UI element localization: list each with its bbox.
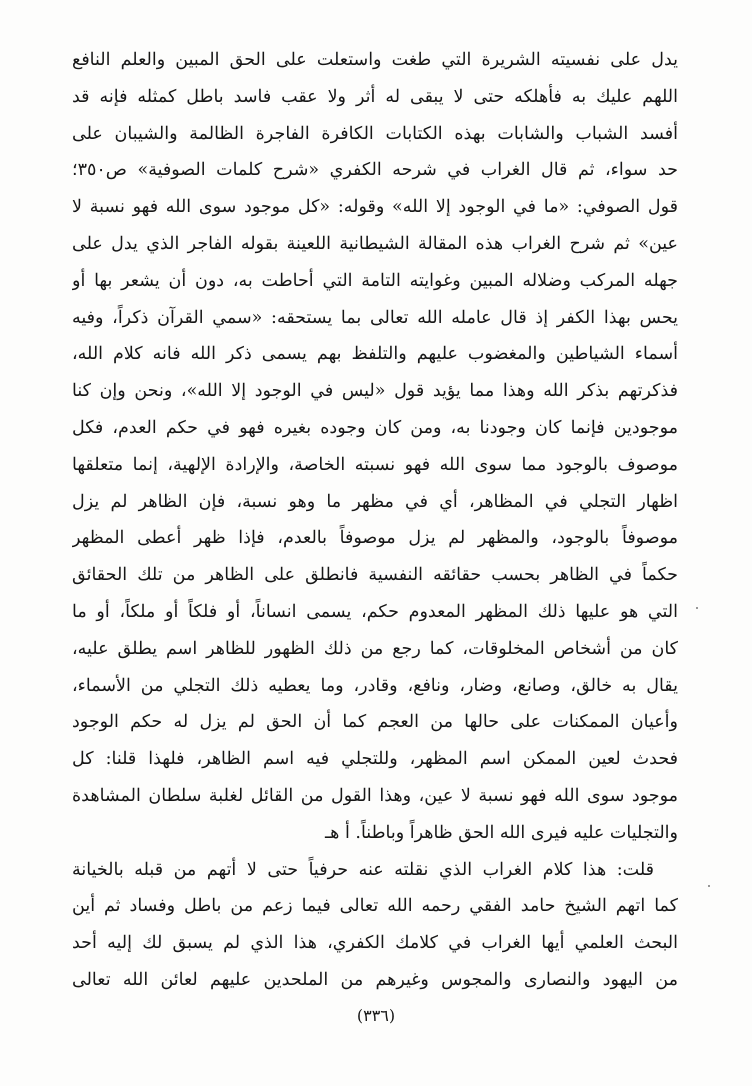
paragraph-start-line: قلت: هذا كلام الغراب الذي نقلته عنه حرفياً حتى لا أتهم من قبله بالخيانة: [72, 859, 654, 880]
text-line: اللهم عليك به فأهلكه حتى لا يبقى له أثر ولا عقب فاسد باطل كمثله فإنه قد: [72, 86, 678, 107]
body-text: [72, 42, 678, 999]
text-line: فحدث لعين الممكن اسم المظهر، وللتجلي فيه اسم الظاهر، فلهذا قلنا: كل: [72, 749, 678, 770]
text-line: عين» ثم شرح الغراب هذه المقالة الشيطانية اللعينة بقوله الفاجر الذي يدل على: [72, 233, 678, 254]
text-line: التي هو عليها ذلك المظهر المعدوم حكم، يسمى انساناً، أو فلكاً أو ملكاً، أو ما: [72, 601, 678, 622]
text-line: البحث العلمي أيها الغراب في كلامك الكفري، هذا الذي لم يسبق لك إليه أحد: [72, 933, 678, 954]
text-line: موصوف بالوجود مما سوى الله فهو نسبته الخاصة، والإرادة الإلهية، إنما متعلقها: [72, 454, 678, 475]
text-line: حد سواء، ثم قال الغراب في شرحه الكفري «شرح كلمات الصوفية» ص٣٥٠؛: [72, 160, 678, 181]
text-line: موجود سوى الله فهو نسبة لا عين، وهذا القول من القائل لغلبة سلطان المشاهدة: [72, 785, 678, 806]
scan-speck: [696, 607, 698, 609]
page-number: (٣٣٦): [356, 1006, 396, 1025]
text-line: أفسد الشباب والشابات بهذه الكتابات الكافرة الفاجرة الظالمة والشيبان على: [72, 123, 678, 144]
text-line: موجودين فإنما كان وجودنا به، ومن كان وجوده بغيره فهو في حكم العدم، فكل: [72, 417, 678, 438]
text-line: كان من أشخاص المخلوقات، كما رجع من ذلك الظهور للظاهر اسم يطلق عليه،: [72, 638, 678, 659]
text-line: اظهار التجلي في المظاهر، أي في مظهر ما وهو نسبة، فإن الظاهر لم يزل: [72, 491, 678, 512]
text-line: يدل على نفسيته الشريرة التي طغت واستعلت على الحق المبين والعلم النافع: [72, 50, 678, 70]
text-line: أسماء الشياطين والمغضوب عليهم والتلفظ بهم يسمى ذكر الله فانه كلام الله،: [72, 344, 678, 365]
text-line: من اليهود والنصارى والمجوس وغيرهم من الملحدين عليهم لعائن الله تعالى: [72, 969, 678, 990]
scan-speck: [708, 885, 710, 887]
text-line: يقال به خالق، وصانع، وضار، ونافع، وقادر، وما يعطيه ذلك التجلي من الأسماء،: [72, 675, 678, 696]
text-line: موصوفاً بالوجود، والمظهر لم يزل موصوفاً بالعدم، فإذا ظهر أعطى المظهر: [72, 528, 678, 549]
text-line: فذكرتهم بذكر الله وهذا مما يؤيد قول «ليس في الوجود إلا الله»، ونحن وإن كنا: [72, 381, 678, 402]
text-line: وأعيان الممكنات على حالها من العجم كما أن الحق لم يزل له حكم الوجود: [72, 712, 678, 733]
text-line: كما اتهم الشيخ حامد الفقي رحمه الله تعالى فيما زعم من باطل وفساد ثم أين: [72, 896, 678, 917]
text-line: جهله المركب وضلاله المبين وغوايته التامة التي أحاطت به، دون أن يشعر بها أو: [72, 270, 678, 291]
paragraph-end-line: والتجليات عليه فيرى الله الحق ظاهراً وباطناً. أ هـ: [325, 822, 678, 843]
text-line: قول الصوفي: «ما في الوجود إلا الله» وقوله: «كل موجود سوى الله فهو نسبة لا: [72, 197, 678, 218]
text-line: حكماً في الظاهر بحسب حقائقه النفسية فانطلق على الظاهر من تلك الحقائق: [72, 565, 678, 586]
text-line: يحس بهذا الكفر إذ قال عامله الله تعالى بما يستحقه: «سمي القرآن ذكراً، وفيه: [72, 307, 678, 328]
